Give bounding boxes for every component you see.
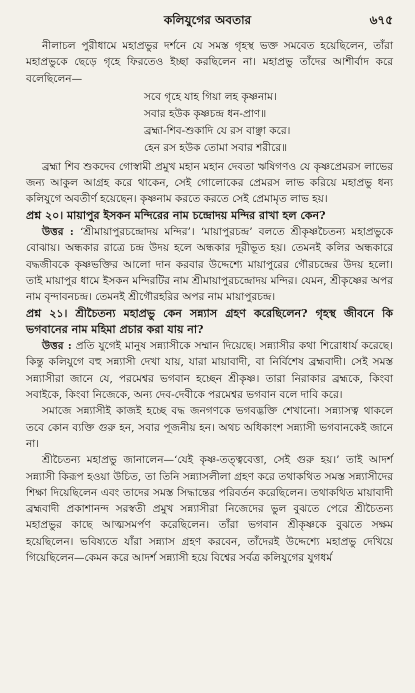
answer-text: ‘শ্রীমায়াপুরচন্দ্রোদয় মন্দির’। ‘মায়াপুরচন্দ্র’ বলতে শ্রীকৃষ্ণচৈতন্য মহাপ্রভুকে বোঝায়। অন্ধকার রাত্রে চন্দ্র উদয় হলে অন্ধকার দূরীভূত হয়। তেমনই কলির অন্ধকারে বদ্ধজীবকে কৃষ্ণভক্তির আলো দান করবার উদ্দেশ্যে মায়াপুরের গৌরচন্দ্রের উদয় হলো। তাই মায়াপুর ধামে ইসকন মন্দিরটির নাম শ্রীমায়াপুরচন্দ্রোদয় মন্দির। যেমন, শ্রীকৃষ্ণের অপর নাম বৃন্দাবনচন্দ্র। তেমনই শ্রীগৌরহরির অপর নাম মায়াপুরচন্দ্র। <box>26 226 394 304</box>
page-header <box>0 0 415 34</box>
answer-20 <box>26 224 393 305</box>
page-body <box>26 38 393 566</box>
question-21 <box>26 306 393 339</box>
paragraph-guru: শ্রীচৈতন্য মহাপ্রভু জানালেন—‘যেই কৃষ্ণ-তত্ত্ববেত্তা, সেই গুরু হয়।’ তাই আদর্শ সন্ন্যাসী কিরূপ হওয়া উচিত, তা তিনি সন্ন্যাসলীলা গ্রহণ করে তথাকথিত সমস্ত সন্ন্যাসীদের শিক্ষা দিয়েছিলেন এবং তাদের সমস্ত সিদ্ধান্তের পরিবর্তন করেছিলেন। তথাকথিত মায়াবাদী ব্রহ্মবাদী প্রকাশানন্দ সরস্বতী প্রমুখ সন্ন্যাসীরা নিজেদের ভুল বুঝতে পেরে শ্রীচৈতন্য মহাপ্রভুর কাছে আত্মসমর্পণ করেছিলেন। তাঁরা ভগবান শ্রীকৃষ্ণকে বুঝতে সক্ষম হয়েছিলেন। ভবিষ্যতে যাঁরা সন্ন্যাস গ্রহণ করবেন, তাঁদেরই উদ্দেশ্যে মহাপ্রভু দেখিয়ে গিয়েছিলেন—কেমন করে আদর্শ সন্ন্যাসী হয়ে বিশ্বের সর্বত্র কলিযুগের যুগধর্ম <box>26 454 393 565</box>
answer-21 <box>26 338 393 403</box>
question-20 <box>26 208 393 224</box>
verse-line: ব্রহ্মা-শিব-শুকাদি যে রস বাঞ্ছা করে। <box>144 124 291 137</box>
page-number: ৬৭৫ <box>369 13 393 27</box>
answer-label: উত্তর : <box>42 226 74 239</box>
answer-text: প্রতি যুগেই মানুষ সন্ন্যাসীকে সম্মান দিয়েছে। সন্ন্যাসীর কথা শিরোধার্য করেছে। কিন্তু কলিযুগে বহু সন্ন্যাসী দেখা যায়, যারা মায়াবাদী, বা নির্বিশেষ ব্রহ্মবাদী। সেই সমস্ত সন্ন্যাসীরা জানে যে, পরমেশ্বর ভগবান হচ্ছেন শ্রীকৃষ্ণ। তারা নিরাকার ব্রহ্মকে, কিংবা সবাইকে, কিংবা নিজেকে, অন্য দেব-দেবীকে পরমেশ্বর ভগবান বলে দাবি করে। <box>26 340 393 402</box>
verse-block <box>26 89 393 157</box>
answer-label: উত্তর : <box>42 340 72 353</box>
question-label: প্রশ্ন ২১। <box>26 306 68 320</box>
question-text: শ্রীচৈতন্য মহাপ্রভু কেন সন্ন্যাস গ্রহণ করেছিলেন? গৃহস্থ জীবনে কি ভগবানের নাম মহিমা প্রচার করা যায় না? <box>26 306 393 336</box>
verse-line: সবার হউক কৃষ্ণচন্দ্র ধন-প্রাণ॥ <box>144 107 267 120</box>
verse-line: সবে গৃহে যাহ গিয়া লহ কৃষ্ণনাম। <box>144 90 277 103</box>
question-label: প্রশ্ন ২০। <box>26 208 64 222</box>
verse-line: হেন রস হউক তোমা সবার শরীরে॥ <box>144 141 288 154</box>
question-text: মায়াপুর ইসকন মন্দিরের নাম চন্দ্রোদয় মন্দির রাখা হল কেন? <box>67 208 326 222</box>
paragraph-intro: নীলাচল পুরীধামে মহাপ্রভুর দর্শনে যে সমস্ত গৃহস্থ ভক্ত সমবেত হয়েছিলেন, তাঁরা মহাপ্রভুকে ছেড়ে গৃহে ফিরতেও ইচ্ছা করছিলেন না। মহাপ্রভু তাঁদের আশীর্বাদ করে বলেছিলেন— <box>26 40 393 85</box>
paragraph-society: সমাজে সন্ন্যাসীই কাজই হচ্ছে বদ্ধ জনগণকে ভগবদ্ভক্তি শেখানো। সন্ন্যাসত্ব থাকলে তবে কোন ব্যক্তি গুরু হন, সবার পূজনীয় হন। অথচ অধিকাংশ সন্ন্যাসী ভগবানকেই জানে না। <box>26 405 393 450</box>
running-title: কলিযুগের অবতার <box>163 13 252 27</box>
paragraph-explanation: ব্রহ্মা শিব শুকদেব গোস্বামী প্রমুখ মহান মহান দেবতা ঋষিগণও যে কৃষ্ণপ্রেমরস লাভের জন্য আকুল আগ্রহ করে থাকেন, সেই গোলোকের প্রেমরস লাভ করিয়ে মহাপ্রভু ধন্য কলিযুগে অবতীর্ণ হয়েছেন। কৃষ্ণনাম করতে করতে সেই প্রেমামৃত লাভ হয়। <box>26 160 393 206</box>
